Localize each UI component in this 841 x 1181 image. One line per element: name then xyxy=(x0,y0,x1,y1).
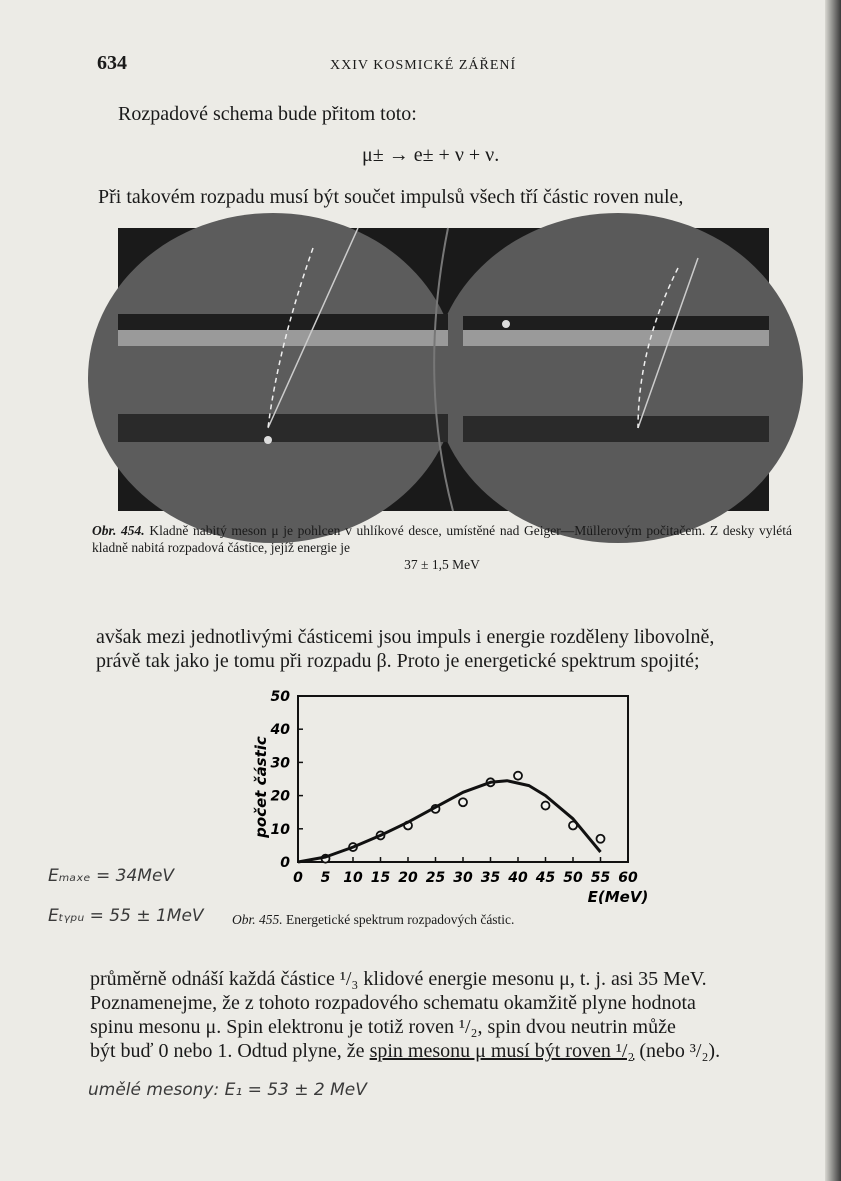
x-tick-label: 25 xyxy=(425,870,446,886)
data-point xyxy=(459,798,467,806)
figure-454-text: Kladně nabitý meson μ je pohlcen v uhlíkové desce, umístěné nad Geiger—Müllerovým počitačem. Z desky vylétá kladně nabitá rozpadová částice, jejíž energie je xyxy=(92,523,792,555)
cloud-chamber-photo xyxy=(118,228,769,511)
x-tick-label: 55 xyxy=(590,870,611,886)
x-tick-label: 10 xyxy=(343,870,363,886)
body-line: Poznamenejme, že z tohoto rozpadového schematu okamžitě plyne hodnota xyxy=(90,992,696,1014)
body-line: spinu mesonu μ. Spin elektronu je totiž roven ¹/₂, spin dvou neutrin může xyxy=(90,1016,676,1038)
handwritten-note: umělé mesony: E₁ = 53 ± 2 MeV xyxy=(88,1080,367,1100)
plot-frame xyxy=(298,696,628,862)
x-tick-label: 40 xyxy=(508,870,528,886)
data-point xyxy=(542,802,550,810)
x-tick-label: 0 xyxy=(293,870,303,886)
x-tick-label: 30 xyxy=(453,870,473,886)
body-line: průměrně odnáší každá částice ¹/₃ klidové energie mesonu μ, t. j. asi 35 MeV. xyxy=(90,968,707,990)
chart-svg xyxy=(252,686,649,908)
data-point xyxy=(597,835,605,843)
photo-drawing xyxy=(118,228,769,511)
page-number: 634 xyxy=(97,52,127,74)
body-line: Rozpadové schema bude přitom toto: xyxy=(118,103,417,125)
y-axis-label: počet částic xyxy=(252,736,270,838)
page-edge-shadow xyxy=(825,0,841,1181)
y-tick-label: 50 xyxy=(270,689,290,705)
body-line: avšak mezi jednotlivými částicemi jsou impuls i energie rozděleny libovolně, xyxy=(96,626,715,648)
x-axis-label: E(MeV) xyxy=(587,888,649,906)
body-text: být buď 0 nebo 1. Odtud plyne, že xyxy=(90,1040,370,1062)
chapter-title: XXIV KOSMICKÉ ZÁŘENÍ xyxy=(330,58,517,73)
y-tick-label: 40 xyxy=(270,722,290,739)
y-tick-label: 0 xyxy=(280,855,290,871)
y-tick-label: 10 xyxy=(270,821,290,838)
body-line xyxy=(90,1040,720,1063)
handwritten-note: Eₜᵧₚᵤ = 55 ± 1MeV xyxy=(48,906,204,926)
handwritten-note: Eₘₐₓₑ = 34MeV xyxy=(48,866,175,886)
x-tick-label: 50 xyxy=(563,870,583,886)
x-tick-label: 15 xyxy=(370,870,391,886)
energy-spectrum-chart xyxy=(252,686,649,913)
figure-454-caption xyxy=(92,522,792,573)
fit-curve xyxy=(298,781,601,862)
decay-formula: μ± → e± + ν + ν. xyxy=(362,144,500,166)
figure-455-text: Energetické spektrum rozpadových částic. xyxy=(286,912,515,927)
figure-454-energy: 37 ± 1,5 MeV xyxy=(404,557,480,572)
x-tick-label: 35 xyxy=(480,870,501,886)
body-line: Při takovém rozpadu musí být součet impulsů všech tří částic roven nule, xyxy=(98,186,684,208)
figure-454-label: Obr. 454. xyxy=(92,523,145,538)
body-line: právě tak jako je tomu při rozpadu β. Proto je energetické spektrum spojité; xyxy=(96,650,700,672)
figure-455-caption xyxy=(232,912,514,928)
data-point xyxy=(514,772,522,780)
y-tick-label: 20 xyxy=(270,788,290,805)
figure-455-label: Obr. 455. xyxy=(232,912,283,927)
x-tick-label: 20 xyxy=(398,870,418,886)
body-text: (nebo ³/₂). xyxy=(634,1040,721,1062)
x-tick-label: 5 xyxy=(320,870,331,886)
x-tick-label: 60 xyxy=(618,870,638,886)
underlined-text: spin mesonu μ musí být roven ¹/₂ xyxy=(369,1040,635,1062)
y-tick-label: 30 xyxy=(270,755,290,772)
x-tick-label: 45 xyxy=(535,870,556,886)
